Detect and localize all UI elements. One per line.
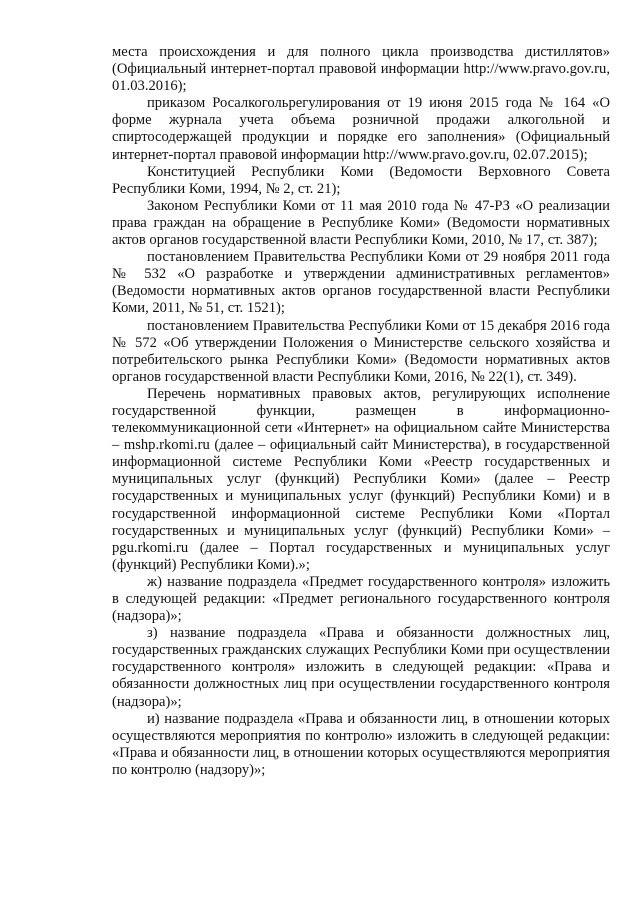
paragraph-2: приказом Росалкогольрегулирования от 19 июня 2015 года № 164 «О форме журнала учета объема розничной продажи алкогольной и спиртосодержащей продукции и порядке его заполнения» (Официальный интернет-портал правовой информации http://www.pravo.gov.ru, 02.07.2015); — [112, 95, 610, 163]
paragraph-10: и) название подраздела «Права и обязанности лиц, в отношении которых осуществляются мероприятия по контролю» изложить в следующей редакции: «Права и обязанности лиц, в отношении которых осуществляются мероприятия по контролю (надзору)»; — [112, 710, 610, 778]
paragraph-7: Перечень нормативных правовых актов, регулирующих исполнение государственной функции, размещен в информационно-телекоммуникационной сети «Интернет» на официальном сайте Министерства – mshp.rkomi.ru (далее – официальный сайт Министерства), в государственной информационной системе Республики Коми «Реестр государственных и муниципальных услуг (функций) Республики Коми» (далее – Реестр государственных и муниципальных услуг (функций) Республики Коми) и в государственной информационной системе Республики Коми «Портал государственных и муниципальных услуг (функций) Республики Коми» – pgu.rkomi.ru (далее – Портал государственных и муниципальных услуг (функций) Республики Коми).»; — [112, 385, 610, 573]
document-page — [112, 44, 610, 779]
paragraph-1: места происхождения и для полного цикла производства дистиллятов» (Официальный интернет-портал правовой информации http://www.pravo.gov.ru, 01.03.2016); — [112, 44, 610, 95]
paragraph-9: з) название подраздела «Права и обязанности должностных лиц, государственных гражданских служащих Республики Коми при осуществлении государственного контроля» изложить в следующей редакции: «Права и обязанности должностных лиц при осуществлении государственного контроля (надзора)»; — [112, 625, 610, 710]
paragraph-8: ж) название подраздела «Предмет государственного контроля» изложить в следующей редакции: «Предмет регионального государственного контроля (надзора)»; — [112, 573, 610, 625]
paragraph-3: Конституцией Республики Коми (Ведомости Верховного Совета Республики Коми, 1994, № 2, ст. 21); — [112, 163, 610, 197]
paragraph-6: постановлением Правительства Республики Коми от 15 декабря 2016 года № 572 «Об утверждении Положения о Министерстве сельского хозяйства и потребительского рынка Республики Коми» (Ведомости нормативных актов органов государственной власти Республики Коми, 2016, № 22(1), ст. 349). — [112, 317, 610, 385]
paragraph-4: Законом Республики Коми от 11 мая 2010 года № 47-РЗ «О реализации права граждан на обращение в Республике Коми» (Ведомости нормативных актов органов государственной власти Республики Коми, 2010, № 17, ст. 387); — [112, 197, 610, 249]
paragraph-5: постановлением Правительства Республики Коми от 29 ноября 2011 года № 532 «О разработке и утверждении административных регламентов» (Ведомости нормативных актов органов государственной власти Республики Коми, 2011, № 51, ст. 1521); — [112, 249, 610, 317]
